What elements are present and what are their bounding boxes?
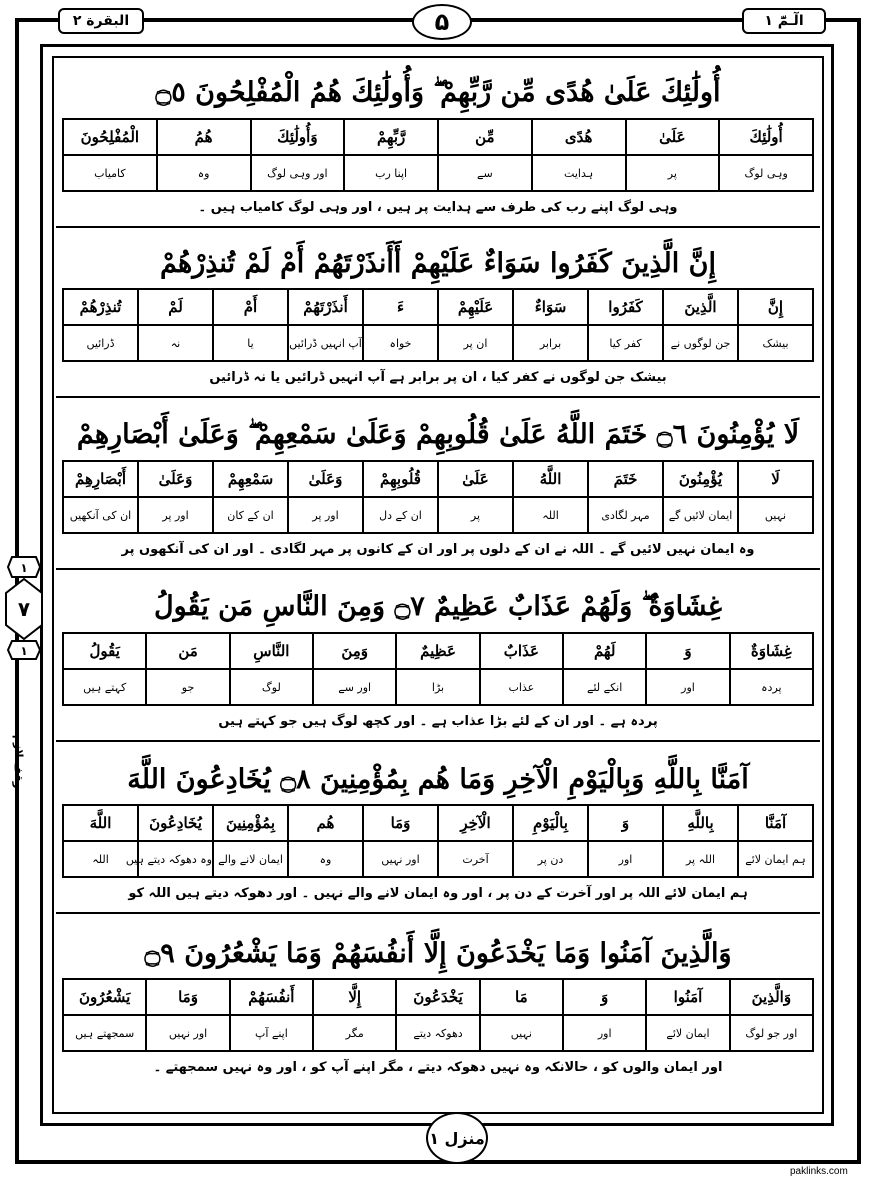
page-number: ۵ [412, 4, 472, 40]
translation-line-2: بیشک جن لوگوں نے کفر کیا ، ان پر برابر ہے آپ انہیں ڈرائیں یا نہ ڈرائیں [209, 369, 667, 385]
arabic-word: ءَ [363, 289, 438, 325]
surah-name-label: البقرة ۲ [58, 8, 144, 34]
word-grid-5 [62, 804, 814, 878]
section-divider [56, 912, 820, 914]
arabic-word: عَلَىٰ [626, 119, 720, 155]
arabic-word: أَنفُسَهُمْ [230, 979, 313, 1015]
verse-text-6: وَالَّذِينَ آمَنُوا وَمَا يَخْدَعُونَ إِلَّا أَنفُسَهُمْ وَمَا يَشْعُرُونَ ۝٩ [144, 937, 732, 969]
ruku-marker [4, 553, 44, 663]
arabic-word: وَمَا [146, 979, 229, 1015]
para-name-label: الٓـمّٓ ۱ [742, 8, 826, 34]
urdu-meaning: ان پر [438, 325, 513, 361]
urdu-meaning: اور جو لوگ [730, 1015, 813, 1051]
urdu-meaning: برابر [513, 325, 588, 361]
urdu-meaning: وہی لوگ [719, 155, 813, 191]
arabic-word: يُؤْمِنُونَ [663, 461, 738, 497]
urdu-meaning: ایمان لائیں گے [663, 497, 738, 533]
urdu-meaning: اللہ [63, 841, 138, 877]
urdu-meaning: ایمان لانے والے [213, 841, 288, 877]
arabic-word: هُمُ [157, 119, 251, 155]
urdu-meaning: اور سے [313, 669, 396, 705]
urdu-meaning: بیشک [738, 325, 813, 361]
urdu-meanings-row [63, 841, 813, 877]
arabic-word: أُولَٰئِكَ [719, 119, 813, 155]
urdu-meaning: اور [588, 841, 663, 877]
arabic-word: أَبْصَارِهِمْ [63, 461, 138, 497]
verse-text-1: أُولَٰئِكَ عَلَىٰ هُدًى مِّن رَّبِّهِمْ ۖ وَأُولَٰئِكَ هُمُ الْمُفْلِحُونَ ۝٥ [155, 77, 721, 108]
verse-text-2: إِنَّ الَّذِينَ كَفَرُوا سَوَاءٌ عَلَيْهِمْ أَأَنذَرْتَهُمْ أَمْ لَمْ تُنذِرْهُمْ [160, 247, 716, 279]
arabic-word: وَ [588, 805, 663, 841]
urdu-meaning: اور پر [288, 497, 363, 533]
verse-text-3: لَا يُؤْمِنُونَ ۝٦ خَتَمَ اللَّهُ عَلَىٰ قُلُوبِهِمْ وَعَلَىٰ سَمْعِهِمْ ۖ وَعَلَىٰ أَبْصَارِهِمْ [76, 419, 800, 450]
word-grid-4 [62, 632, 814, 706]
arabic-words-row [63, 979, 813, 1015]
site-watermark: paklinks.com [790, 1166, 848, 1177]
urdu-meaning: وہ [157, 155, 251, 191]
verse-text-4: غِشَاوَةٌ ۖ وَلَهُمْ عَذَابٌ عَظِيمٌ ۝٧ وَمِنَ النَّاسِ مَن يَقُولُ [153, 591, 723, 622]
arabic-word: مَن [146, 633, 229, 669]
urdu-meaning: نہیں [738, 497, 813, 533]
urdu-meaning: آپ انہیں ڈرائیں [288, 325, 363, 361]
arabic-word: الْآخِرِ [438, 805, 513, 841]
arabic-word: يَشْعُرُونَ [63, 979, 146, 1015]
word-grid-6 [62, 978, 814, 1052]
arabic-word: هُدًى [532, 119, 626, 155]
arabic-word: وَمَا [363, 805, 438, 841]
arabic-word: اللَّهُ [513, 461, 588, 497]
urdu-meaning: ہدایت [532, 155, 626, 191]
word-grid-1 [62, 118, 814, 192]
arabic-word: إِلَّا [313, 979, 396, 1015]
arabic-word: آمَنُوا [646, 979, 729, 1015]
arabic-word: وَ [646, 633, 729, 669]
arabic-word: عَلَىٰ [438, 461, 513, 497]
arabic-word: بِالْيَوْمِ [513, 805, 588, 841]
arabic-word: بِمُؤْمِنِينَ [213, 805, 288, 841]
urdu-meaning: لوگ [230, 669, 313, 705]
urdu-meaning: کہتے ہیں [63, 669, 146, 705]
arabic-word: يَقُولُ [63, 633, 146, 669]
ruku-top-number: ۱ [20, 561, 28, 575]
urdu-meaning: مگر [313, 1015, 396, 1051]
arabic-word: لَمْ [138, 289, 213, 325]
section-divider [56, 740, 820, 742]
arabic-word: لَا [738, 461, 813, 497]
urdu-meaning: جو [146, 669, 229, 705]
arabic-word: آمَنَّا [738, 805, 813, 841]
arabic-word: عَظِيمٌ [396, 633, 479, 669]
urdu-meaning: جن لوگوں نے [663, 325, 738, 361]
arabic-word: بِاللَّهِ [663, 805, 738, 841]
arabic-words-row [63, 461, 813, 497]
urdu-meaning: وہ [288, 841, 363, 877]
manzil-badge: منزل ۱ [426, 1112, 488, 1164]
urdu-meaning: مہر لگادی [588, 497, 663, 533]
urdu-meanings-row [63, 325, 813, 361]
urdu-meaning: ڈرائیں [63, 325, 138, 361]
section-divider [56, 226, 820, 228]
arabic-word: وَمِنَ [313, 633, 396, 669]
urdu-meaning: اور نہیں [146, 1015, 229, 1051]
arabic-word: يَخْدَعُونَ [396, 979, 479, 1015]
urdu-meaning: سمجھتے ہیں [63, 1015, 146, 1051]
arabic-words-row [63, 289, 813, 325]
urdu-meanings-row [63, 155, 813, 191]
arabic-word: مِّن [438, 119, 532, 155]
arabic-word: وَعَلَىٰ [138, 461, 213, 497]
urdu-meaning: ہم ایمان لائے [738, 841, 813, 877]
urdu-meaning: پر [626, 155, 720, 191]
arabic-word: الْمُفْلِحُونَ [63, 119, 157, 155]
arabic-words-row [63, 805, 813, 841]
urdu-meaning: اللہ [513, 497, 588, 533]
arabic-word: مَا [480, 979, 563, 1015]
urdu-meanings-row [63, 497, 813, 533]
arabic-word: وَعَلَىٰ [288, 461, 363, 497]
urdu-meaning: نہ [138, 325, 213, 361]
urdu-meaning: بڑا [396, 669, 479, 705]
arabic-word: وَالَّذِينَ [730, 979, 813, 1015]
urdu-meaning: عذاب [480, 669, 563, 705]
arabic-words-row [63, 119, 813, 155]
urdu-meaning: دھوکہ دیتے [396, 1015, 479, 1051]
verse-text-5: آمَنَّا بِاللَّهِ وَبِالْيَوْمِ الْآخِرِ وَمَا هُم بِمُؤْمِنِينَ ۝٨ يُخَادِعُونَ اللَّهَ [127, 763, 749, 795]
arabic-word: يُخَادِعُونَ [138, 805, 213, 841]
arabic-word: سَوَاءٌ [513, 289, 588, 325]
urdu-meaning: خواہ [363, 325, 438, 361]
arabic-word: هُم [288, 805, 363, 841]
translation-line-3: وہ ایمان نہیں لائیں گے ۔ اللہ نے ان کے دلوں پر اور ان کے کانوں پر مہر لگادی ۔ اور ان کی آنکھوں پر [121, 541, 755, 557]
urdu-meaning: اللہ پر [663, 841, 738, 877]
urdu-meanings-row [63, 1015, 813, 1051]
translation-line-1: وہی لوگ اپنے رب کی طرف سے ہدایت پر ہیں ، اور وہی لوگ کامیاب ہیں ۔ [198, 199, 678, 215]
urdu-meanings-row [63, 669, 813, 705]
arabic-word: عَذَابٌ [480, 633, 563, 669]
urdu-meaning: دن پر [513, 841, 588, 877]
arabic-word: قُلُوبِهِمْ [363, 461, 438, 497]
urdu-meaning: آخرت [438, 841, 513, 877]
urdu-meaning: اور وہی لوگ [251, 155, 345, 191]
word-grid-2 [62, 288, 814, 362]
urdu-meaning: پر [438, 497, 513, 533]
urdu-meaning: ایمان لائے [646, 1015, 729, 1051]
arabic-word: أَمْ [213, 289, 288, 325]
urdu-meaning: اپنے آپ [230, 1015, 313, 1051]
section-divider [56, 396, 820, 398]
urdu-meaning: ان کے دل [363, 497, 438, 533]
section-divider [56, 568, 820, 570]
ruku-mid-number: ۷ [17, 597, 31, 621]
urdu-meaning: سے [438, 155, 532, 191]
word-grid-3 [62, 460, 814, 534]
arabic-word: أَنذَرْتَهُمْ [288, 289, 363, 325]
urdu-meaning: وہ دھوکہ دیتے ہیں [138, 841, 213, 877]
arabic-word: تُنذِرْهُمْ [63, 289, 138, 325]
translation-line-5: ہم ایمان لائے اللہ پر اور آخرت کے دن پر ، اور وہ ایمان لانے والے نہیں ۔ اور دھوکہ دیتے ہیں اللہ کو [128, 885, 748, 901]
arabic-word: وَ [563, 979, 646, 1015]
translation-line-4: پردہ ہے ۔ اور ان کے لئے بڑا عذاب ہے ۔ اور کچھ لوگ ہیں جو کہتے ہیں [218, 713, 658, 729]
arabic-word: وَأُولَٰئِكَ [251, 119, 345, 155]
urdu-meaning: ان کی آنکھیں [63, 497, 138, 533]
arabic-word: كَفَرُوا [588, 289, 663, 325]
urdu-meaning: اور [646, 669, 729, 705]
urdu-meaning: اور پر [138, 497, 213, 533]
arabic-words-row [63, 633, 813, 669]
urdu-meaning: کفر کیا [588, 325, 663, 361]
urdu-meaning: نہیں [480, 1015, 563, 1051]
waqf-lazim-mark: وقف لازم [12, 735, 25, 789]
arabic-word: سَمْعِهِمْ [213, 461, 288, 497]
arabic-word: اللَّهَ [63, 805, 138, 841]
arabic-word: عَلَيْهِمْ [438, 289, 513, 325]
translation-line-6: اور ایمان والوں کو ، حالانکہ وہ نہیں دھوکہ دیتے ، مگر اپنے آپ کو ، اور وہ نہیں سمجھتے ۔ [153, 1059, 723, 1075]
urdu-meaning: پردہ [730, 669, 813, 705]
urdu-meaning: اور [563, 1015, 646, 1051]
urdu-meaning: یا [213, 325, 288, 361]
urdu-meaning: اور نہیں [363, 841, 438, 877]
urdu-meaning: کامیاب [63, 155, 157, 191]
urdu-meaning: اپنا رب [344, 155, 438, 191]
urdu-meaning: انکے لئے [563, 669, 646, 705]
ruku-bottom-number: ۱ [20, 644, 28, 658]
arabic-word: النَّاسِ [230, 633, 313, 669]
arabic-word: إِنَّ [738, 289, 813, 325]
arabic-word: رَّبِّهِمْ [344, 119, 438, 155]
arabic-word: غِشَاوَةٌ [730, 633, 813, 669]
arabic-word: خَتَمَ [588, 461, 663, 497]
arabic-word: الَّذِينَ [663, 289, 738, 325]
arabic-word: لَهُمْ [563, 633, 646, 669]
urdu-meaning: ان کے کان [213, 497, 288, 533]
